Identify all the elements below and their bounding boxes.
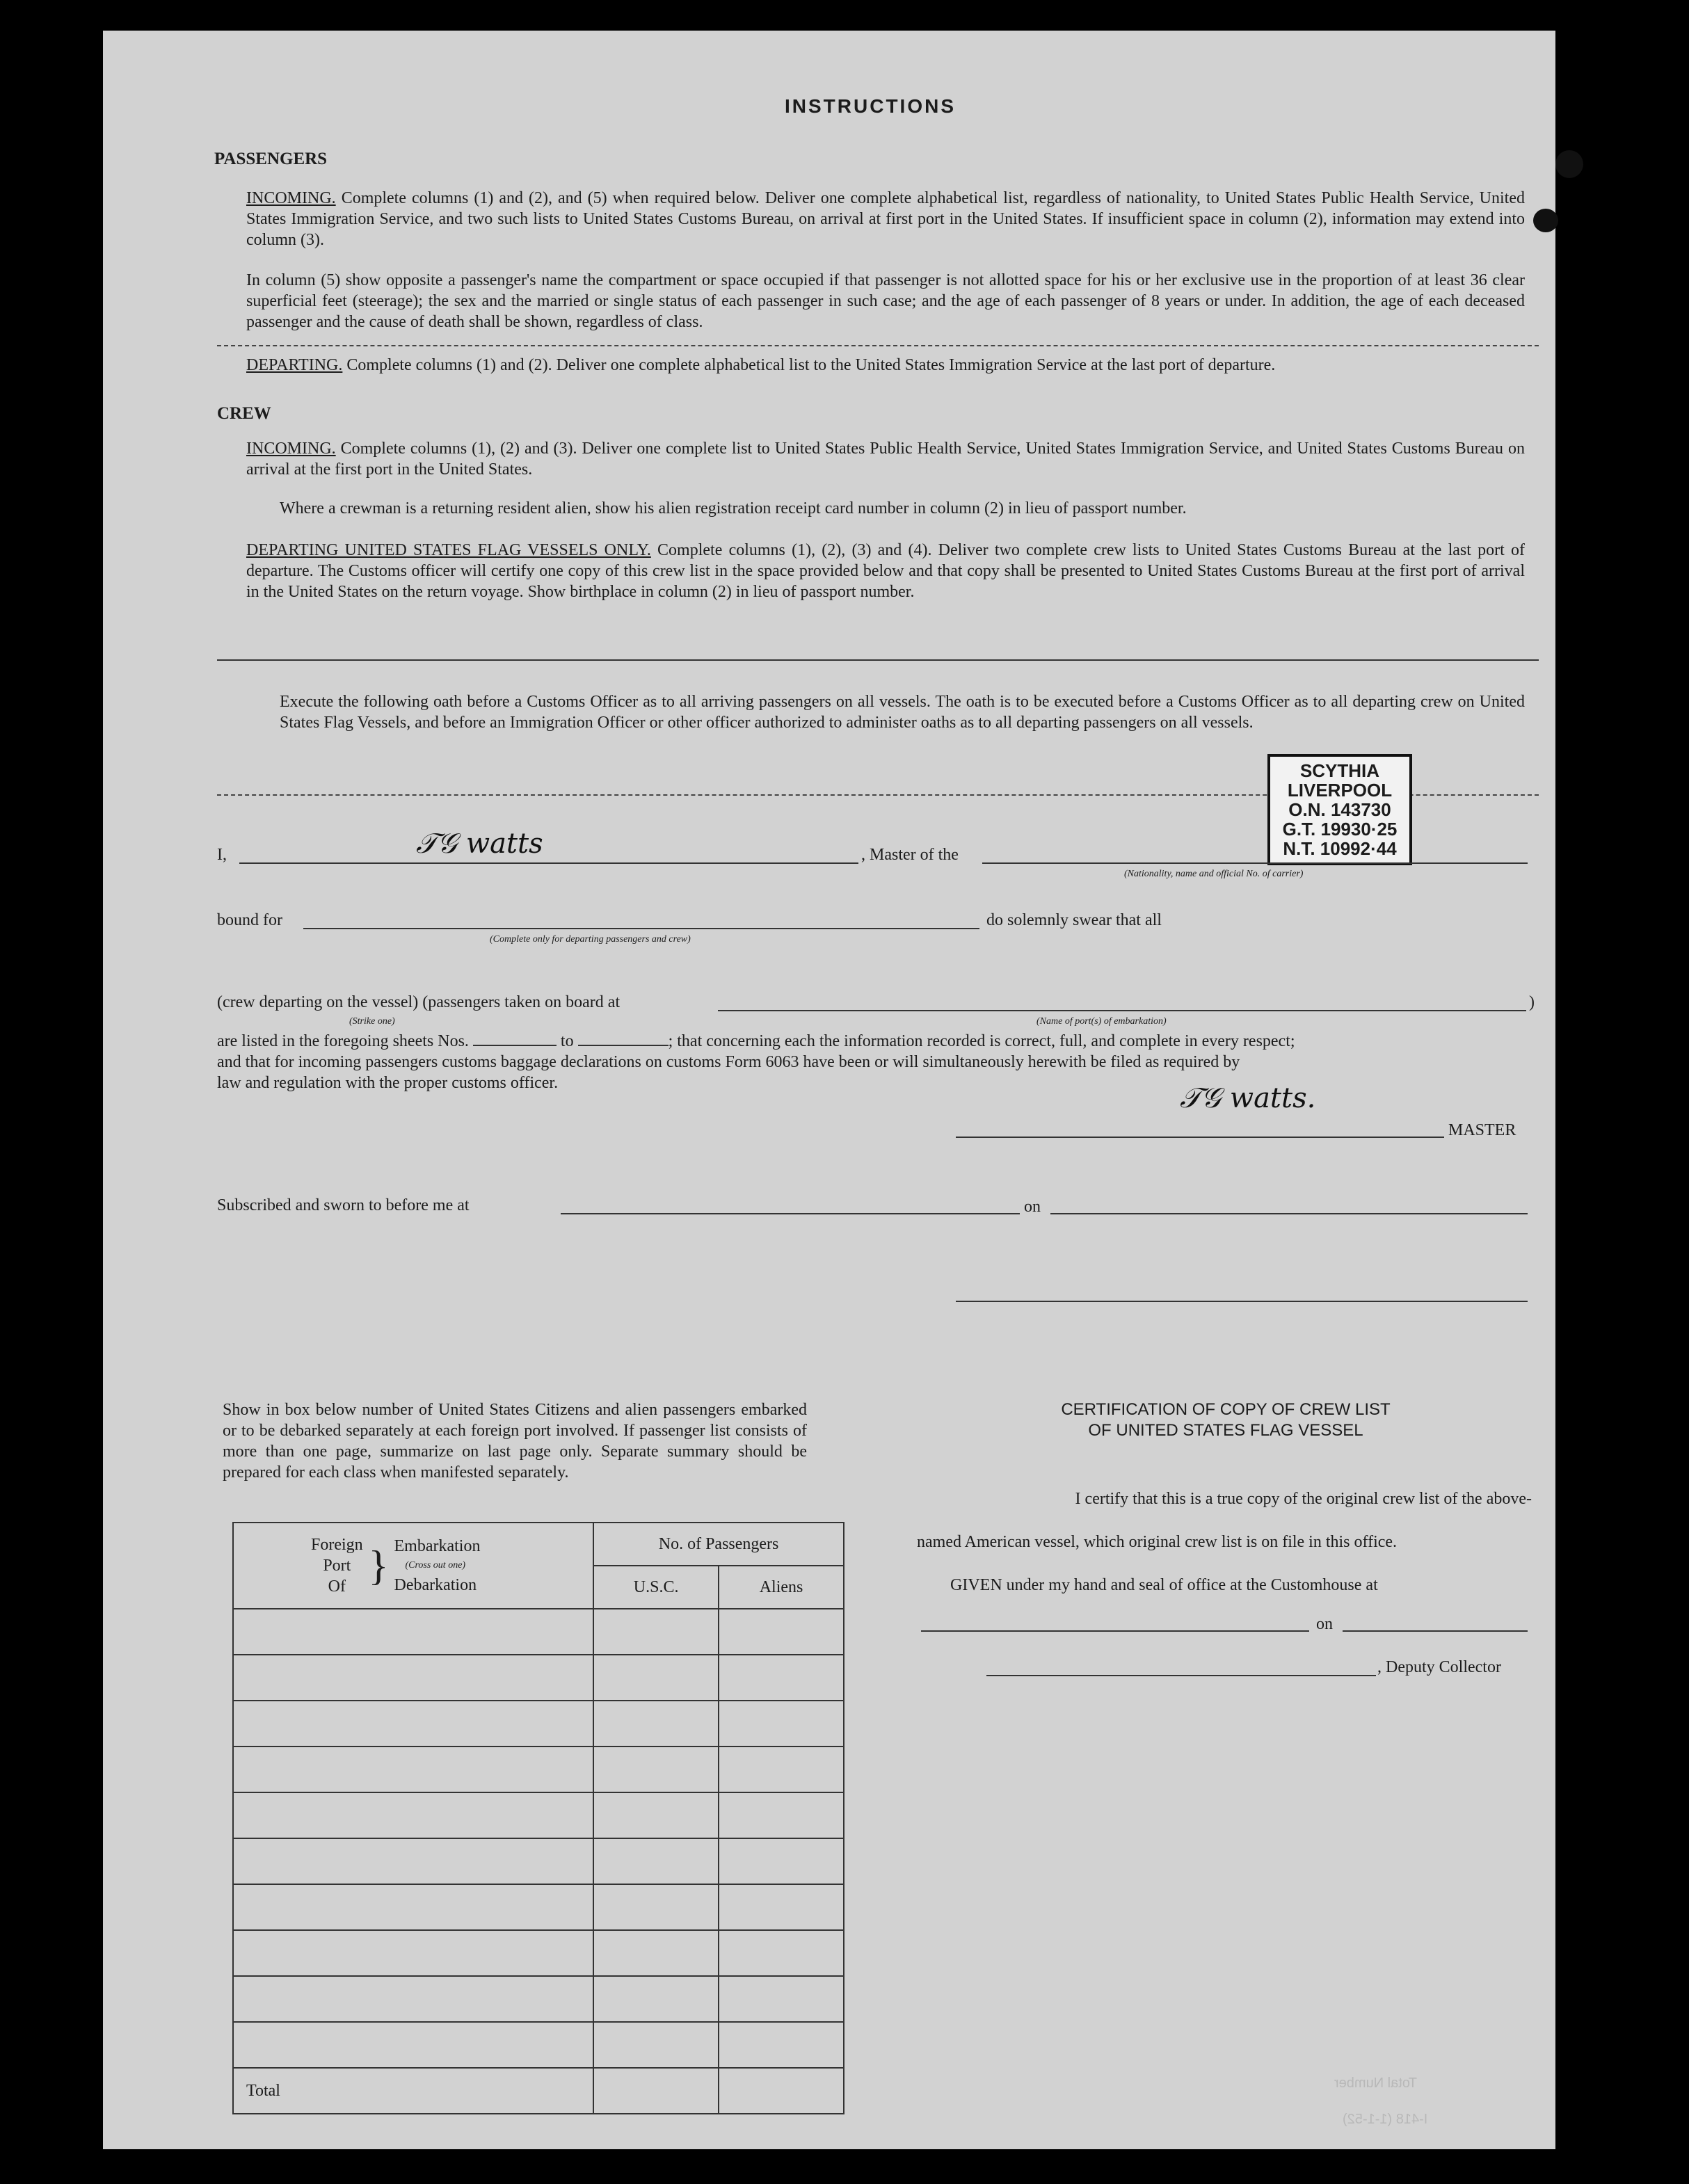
incoming-text: Complete columns (1) and (2), and (5) when required below. Deliver one complete alphabetical list, regardless of nationality, to United States Public Health Service, United States Immigration Service, and two such lists to United States Customs Bureau, on arrival at first port in the United States. If insufficient space in column (2), information may extend into column (3). [246,189,1525,249]
table-cell[interactable] [593,1838,719,1884]
table-cell[interactable] [719,1747,844,1792]
table-cell[interactable] [233,1747,593,1792]
total-number-ghost: Total Number [1334,2075,1417,2091]
listed-line-3: law and regulation with the proper customs officer. [217,1074,559,1092]
listed-line-2: and that for incoming passengers customs baggage declarations on customs Form 6063 have been or will simultaneously herewith be filed as required by [217,1053,1240,1071]
strike-one-caption: (Strike one) [349,1016,395,1027]
listed-line-1 [217,1031,1532,1052]
bound-for-label: bound for [217,911,282,929]
table-cell[interactable] [233,1884,593,1930]
departing-text: Complete columns (1) and (2). Deliver one complete alphabetical list to the United States Immigration Service at the last port of departure. [346,356,1276,374]
aliens-header: Aliens [719,1566,844,1609]
of-label: Of [328,1577,346,1596]
passenger-summary-table [232,1522,844,2114]
to-label: to [560,1032,574,1050]
crew-incoming-label: INCOMING. [246,440,336,458]
bleed-through-marks [114,47,1547,89]
departing-paragraph [246,355,1525,376]
form-number-ghost: I-418 (1-1-52) [1343,2112,1428,2127]
listed-text: ; that concerning each the information recorded is correct, full, and complete in every respect; [668,1032,1295,1050]
flag-label: DEPARTING UNITED STATES FLAG VESSELS ONLY. [246,541,651,559]
master-of-label: , Master of the [861,846,959,864]
sheet-to-field[interactable] [578,1045,669,1046]
crew-heading: CREW [217,404,271,423]
divider-line [217,659,1539,661]
embarkation-label: Embarkation [394,1537,481,1555]
listed-label: are listed in the foregoing sheets Nos. [217,1032,469,1050]
master-name-line [239,862,858,864]
deputy-signature-line [986,1675,1376,1676]
cert-place-line [921,1630,1309,1632]
table-cell[interactable] [233,1609,593,1655]
brace-icon: } [368,1543,389,1589]
summary-instructions: Show in box below number of United States Citizens and alien passengers embarked or to be debarked separately at each foreign port involved. If passenger list consists of more than one page, summarize on last page only. Separate summary should be prepared for each class when manifested separately. [223,1401,807,1482]
incoming-label: INCOMING. [246,189,336,207]
table-cell[interactable] [593,1609,719,1655]
sheet-from-field[interactable] [473,1045,557,1046]
cert-line-3: GIVEN under my hand and seal of office at the Customhouse at [950,1576,1378,1594]
table-cell[interactable] [233,1792,593,1838]
subscribed-place-line [561,1213,1020,1214]
total-label: Total [233,2068,593,2114]
divider-line [217,345,1539,346]
table-cell[interactable] [233,2022,593,2068]
stamp-net-tonnage: N.T. 10992·44 [1283,838,1397,859]
cert-heading [1018,1399,1433,1441]
cert-heading-line-1: CERTIFICATION OF COPY OF CREW LIST [1061,1400,1391,1419]
master-signature-2: 𝒯𝒢 watts. [1180,1082,1316,1114]
table-cell[interactable] [233,1838,593,1884]
bound-caption: (Complete only for departing passengers and crew) [490,934,691,945]
cert-date-line [1343,1630,1528,1632]
subscribed-label: Subscribed and sworn to before me at [217,1196,470,1214]
subscribed-date-line [1050,1213,1528,1214]
cross-out-label: (Cross out one) [405,1560,466,1571]
table-cell[interactable] [593,1976,719,2022]
table-cell[interactable] [593,2022,719,2068]
table-cell[interactable] [593,1884,719,1930]
table-cell[interactable] [719,1655,844,1701]
debarkation-label: Debarkation [394,1576,477,1594]
page-title: INSTRUCTIONS [785,95,956,117]
column5-paragraph: In column (5) show opposite a passenger's name the compartment or space occupied if that passenger is not allotted space for his or her exclusive use in the proportion of at least 36 clear superficial feet (steerage); the sex and the married or single status of each passenger in such case; and the age of each passenger of 8 years or under. In addition, the age of each deceased passenger and the cause of death shall be shown, regardless of class. [246,271,1525,331]
cert-heading-line-2: OF UNITED STATES FLAG VESSEL [1088,1421,1363,1440]
ink-blot [1533,209,1558,232]
embark-debark-labels [394,1536,480,1595]
total-usc-cell[interactable] [593,2068,719,2114]
foreign-port-of [311,1534,363,1597]
crew-incoming-text: Complete columns (1), (2) and (3). Deliver one complete list to United States Public Health Service, United States Immigration Service, and United States Customs Bureau on arrival at the first port in the United States. [246,440,1525,479]
table-cell[interactable] [719,1930,844,1976]
table-cell[interactable] [719,1609,844,1655]
oath-i-label: I, [217,846,227,864]
table-cell[interactable] [593,1655,719,1701]
passengers-heading: PASSENGERS [214,150,328,168]
stamp-vessel-name: SCYTHIA [1299,760,1380,781]
vessel-caption: (Nationality, name and official No. of carrier) [1124,869,1304,879]
table-cell[interactable] [233,1976,593,2022]
table-cell[interactable] [719,1701,844,1747]
table-cell[interactable] [719,2022,844,2068]
stamp-official-number: O.N. 143730 [1288,799,1391,820]
port-header-cell [233,1523,593,1609]
officer-signature-line [956,1301,1528,1302]
table-cell[interactable] [233,1701,593,1747]
table-cell[interactable] [593,1701,719,1747]
flag-vessel-paragraph [246,540,1525,602]
table-cell[interactable] [593,1930,719,1976]
document-page [103,31,1555,2149]
table-cell[interactable] [719,1792,844,1838]
master-label: MASTER [1448,1121,1516,1139]
vessel-stamp [1267,754,1412,865]
table-cell[interactable] [593,1792,719,1838]
close-paren: ) [1529,993,1535,1011]
master-signature-line [956,1137,1444,1138]
ink-blot [1555,150,1583,178]
master-signature: 𝒯𝒢 watts [416,828,543,860]
cert-line-2: named American vessel, which original crew list is on file in this office. [917,1533,1398,1551]
table-cell[interactable] [233,1930,593,1976]
cert-on-label: on [1316,1615,1333,1633]
port-label: Port [323,1557,351,1575]
table-cell[interactable] [719,1884,844,1930]
usc-header: U.S.C. [593,1566,719,1609]
subscribed-on-label: on [1024,1198,1041,1216]
crew-departing-label: (crew departing on the vessel) (passengers taken on board at [217,993,621,1011]
table-cell[interactable] [593,1747,719,1792]
crew-incoming-paragraph [246,438,1525,480]
table-cell[interactable] [719,1838,844,1884]
cert-line-1: I certify that this is a true copy of the original crew list of the above- [1075,1490,1532,1508]
flag-text: Complete columns (1), (2), (3) and (4). Deliver two complete crew lists to United States Customs Bureau at the last port of departure. The Customs officer will certify one copy of this crew list in the space provided below and that copy shall be presented to United States Customs Bureau at the first port of arrival in the United States on the return voyage. Show birthplace in column (2) in lieu of passport number. [246,541,1525,601]
table-cell[interactable] [719,1976,844,2022]
passengers-incoming-paragraph [246,188,1525,250]
total-aliens-cell[interactable] [719,2068,844,2114]
foreign-label: Foreign [311,1536,363,1554]
departing-label: DEPARTING. [246,356,343,374]
stamp-port: LIVERPOOL [1287,780,1393,801]
deputy-collector-label: , Deputy Collector [1377,1658,1501,1676]
no-of-passengers-header: No. of Passengers [593,1523,844,1566]
stamp-gross-tonnage: G.T. 19930·25 [1282,819,1398,840]
table-cell[interactable] [233,1655,593,1701]
ports-caption: (Name of port(s) of embarkation) [1036,1016,1167,1027]
swear-label: do solemnly swear that all [986,911,1162,929]
crewman-paragraph: Where a crewman is a returning resident alien, show his alien registration receipt card number in column (2) in lieu of passport number. [280,499,1187,517]
oath-instructions: Execute the following oath before a Customs Officer as to all arriving passengers on all vessels. The oath is to be executed before a Customs Officer as to all departing crew on United States Flag Vessels, and before an Immigration Officer or other officer authorized to administer oaths as to all departing passengers on all vessels. [280,693,1525,732]
